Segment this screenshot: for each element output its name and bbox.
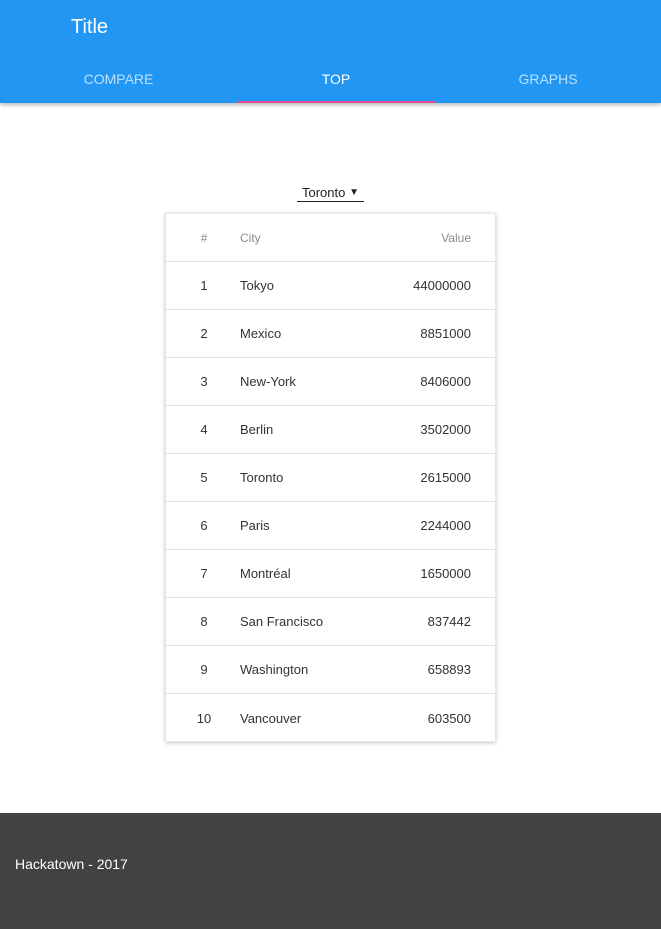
- row-city: Tokyo: [240, 278, 274, 293]
- row-rank: 8: [200, 614, 208, 629]
- row-city: New-York: [240, 374, 296, 389]
- column-header-rank: #: [200, 230, 208, 245]
- row-value: 837442: [427, 614, 471, 629]
- row-city: San Francisco: [240, 614, 324, 629]
- page-footer: [0, 813, 661, 929]
- row-city: Montréal: [240, 566, 291, 581]
- row-rank: 9: [200, 662, 208, 677]
- table-row: [166, 406, 495, 454]
- app-bar: [0, 0, 661, 103]
- tab-compare[interactable]: [0, 56, 237, 103]
- column-header-value: Value: [441, 230, 471, 245]
- row-value: 8406000: [420, 374, 471, 389]
- row-value: 603500: [427, 710, 471, 726]
- table-row: [166, 502, 495, 550]
- dropdown-arrow-icon: ▼: [349, 187, 359, 198]
- column-header-city: City: [240, 230, 261, 245]
- row-rank: 7: [200, 566, 208, 581]
- row-rank: 3: [200, 374, 208, 389]
- row-city: Paris: [240, 518, 270, 533]
- row-value: 658893: [427, 662, 471, 677]
- table-header: [166, 214, 495, 262]
- tab-graphs[interactable]: [435, 56, 661, 103]
- row-city: Berlin: [240, 422, 274, 437]
- row-value: 3502000: [420, 422, 471, 437]
- row-rank: 1: [200, 278, 208, 293]
- tab-graphs-label: GRAPHS: [518, 71, 578, 87]
- row-rank: 10: [196, 710, 212, 726]
- table-row: [166, 358, 495, 406]
- row-value: 1650000: [420, 566, 471, 581]
- table-row: [166, 646, 495, 694]
- footer-text: Hackatown - 2017: [15, 856, 128, 872]
- app-title: Title: [71, 16, 109, 38]
- table-row: [166, 454, 495, 502]
- row-rank: 5: [200, 470, 208, 485]
- row-rank: 6: [200, 518, 208, 533]
- city-select[interactable]: [297, 185, 364, 202]
- table-row: [166, 550, 495, 598]
- table-row: [166, 598, 495, 646]
- row-value: 44000000: [413, 278, 471, 293]
- table-row: [166, 310, 495, 358]
- tab-top[interactable]: [237, 56, 435, 103]
- row-rank: 4: [200, 422, 208, 437]
- tab-bar: [0, 56, 661, 103]
- row-city: Mexico: [240, 326, 282, 341]
- active-tab-indicator: [237, 101, 435, 103]
- row-city: Toronto: [240, 470, 284, 485]
- row-city: Vancouver: [240, 710, 302, 726]
- tab-top-label: TOP: [321, 71, 351, 87]
- top-cities-table: [165, 213, 496, 742]
- table-row: [166, 262, 495, 310]
- row-value: 2615000: [420, 470, 471, 485]
- row-value: 2244000: [420, 518, 471, 533]
- city-select-value: Toronto: [302, 185, 346, 200]
- row-value: 8851000: [420, 326, 471, 341]
- table-row: [166, 694, 495, 742]
- tab-compare-label: COMPARE: [83, 71, 154, 87]
- row-city: Washington: [240, 662, 309, 677]
- row-rank: 2: [200, 326, 208, 341]
